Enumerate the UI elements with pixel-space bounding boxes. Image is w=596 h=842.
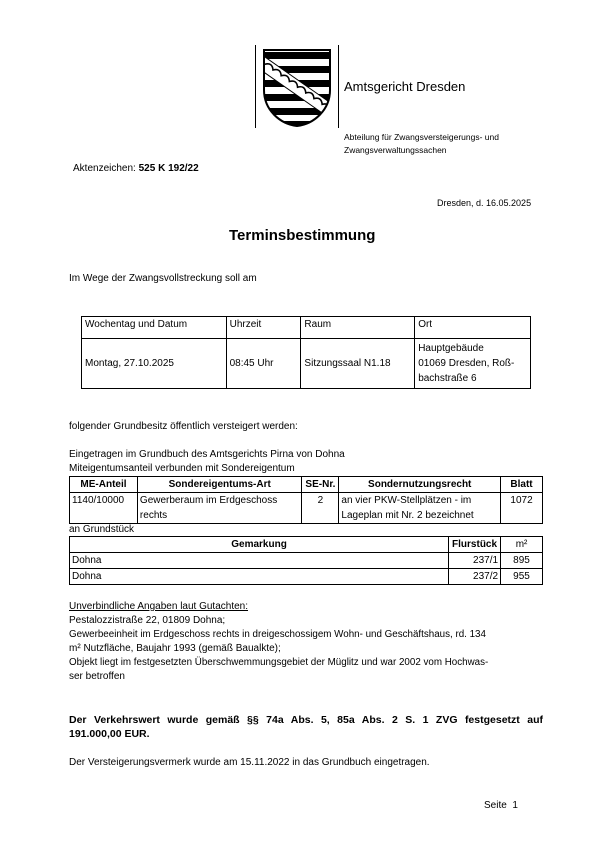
table-row [70,569,543,585]
parcel-header-district: Gemarkung [70,537,449,553]
schedule-header-room: Raum [301,317,415,339]
ownership-type [137,493,302,524]
parcel-number: 237/1 [449,553,501,569]
parcel-district: Dohna [70,569,449,585]
schedule-date-text: Montag, 27.10.2025 [85,358,174,369]
parcel-number: 237/2 [449,569,501,585]
parcel-area: 955 [501,569,543,585]
table-row [70,477,543,493]
schedule-place-line-2: 01069 Dresden, Roß- [418,358,515,369]
schedule-header-date: Wochentag und Datum [82,317,227,339]
case-label: Aktenzeichen: [73,163,136,174]
department-line-2: Zwangsverwaltungssachen [344,145,447,155]
ownership-header-share: ME-Anteil [70,477,138,493]
ownership-share: 1140/10000 [70,493,138,524]
schedule-room [301,339,415,389]
case-value: 525 K 192/22 [138,163,199,174]
parcel-district: Dohna [70,553,449,569]
ownership-right-line-1: an vier PKW-Stellplätzen - im [341,495,472,506]
parcel-table [69,536,543,585]
court-name: Amtsgericht Dresden [344,79,466,94]
department-line-1: Abteilung für Zwangsversteigerungs- und [344,132,499,142]
parcel-header-area: m² [501,537,543,553]
table-row [82,317,531,339]
schedule-header-place: Ort [415,317,531,339]
ownership-header-type: Sondereigentums-Art [137,477,302,493]
land-register-line-2: Miteigentumsanteil verbunden mit Sondereigentum [69,463,295,474]
ownership-type-line-2: rechts [139,510,168,521]
appraisal-line-1: Pestalozzistraße 22, 01809 Dohna; [69,615,226,626]
parcel-label: an Grundstück [69,524,135,535]
case-number [73,162,199,176]
header-divider-right [338,45,339,128]
ownership-header-sheet: Blatt [501,477,543,493]
header-divider-left [255,45,256,128]
ownership-header-right: Sondernutzungsrecht [339,477,501,493]
schedule-place-line-1: Hauptgebäude [418,343,484,354]
parcel-area: 895 [501,553,543,569]
land-register-line-1: Eingetragen im Grundbuch des Amtsgerichts Pirna von Dohna [69,449,345,460]
appraisal-line-5: ser betroffen [69,671,125,682]
valuation-line-1: Der Verkehrswert wurde gemäß §§ 74a Abs. 5, 85a Abs. 2 S. 1 ZVG festgesetzt auf [69,714,543,726]
intro-text: Im Wege der Zwangsvollstreckung soll am [69,273,257,284]
appraisal-heading: Unverbindliche Angaben laut Gutachten: [69,601,249,612]
ownership-sheet: 1072 [501,493,543,524]
ownership-right-line-2: Lageplan mit Nr. 2 bezeichnet [341,510,474,521]
schedule-place-line-3: bachstraße 6 [418,373,477,384]
ownership-type-line-1: Gewerberaum im Erdgeschoss [139,495,278,506]
schedule-date [82,339,227,389]
schedule-place [415,339,531,389]
schedule-room-text: Sitzungssaal N1.18 [304,358,391,369]
appraisal-line-4: Objekt liegt im festgesetzten Überschwemmungsgebiet der Müglitz und war 2002 vom Hochwas- [69,657,489,668]
ownership-table [69,476,543,524]
ownership-right [339,493,501,524]
schedule-time [226,339,301,389]
auction-text: folgender Grundbesitz öffentlich versteigert werden: [69,421,298,432]
table-row [70,553,543,569]
appraisal-line-2: Gewerbeeinheit im Erdgeschoss rechts in dreigeschossigem Wohn- und Geschäftshaus, rd. 134 [69,629,486,640]
table-row [82,339,531,389]
coat-of-arms-icon [262,48,332,128]
page-number: Seite 1 [484,800,518,811]
table-row [70,537,543,553]
appraisal-line-3: m² Nutzfläche, Baujahr 1993 (gemäß Baualkte); [69,643,281,654]
place-date: Dresden, d. 16.05.2025 [437,198,532,208]
page-title: Terminsbestimmung [229,227,376,244]
schedule-time-text: 08:45 Uhr [229,358,274,369]
ownership-se-nr: 2 [302,493,339,524]
table-row [70,493,543,524]
valuation-line-2: 191.000,00 EUR. [69,728,150,740]
schedule-table [81,316,531,389]
ownership-header-se-nr: SE-Nr. [302,477,339,493]
schedule-header-time: Uhrzeit [226,317,301,339]
parcel-header-parcel: Flurstück [449,537,501,553]
register-note: Der Versteigerungsvermerk wurde am 15.11.2022 in das Grundbuch eingetragen. [69,757,430,768]
